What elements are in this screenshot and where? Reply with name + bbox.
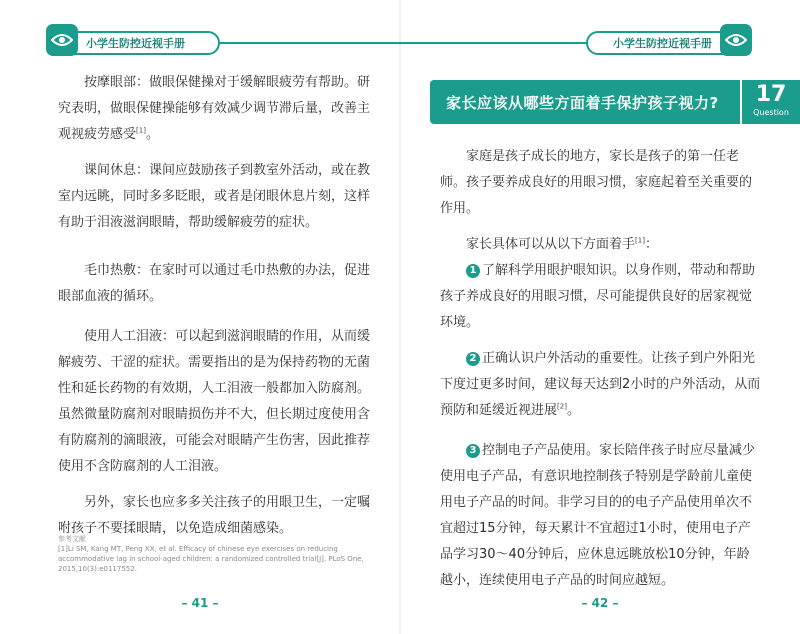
question-number: 17 (755, 82, 787, 107)
item-number-badge: 2 (466, 352, 480, 366)
paragraph-break: 课间休息：课间应鼓励孩子到教室外活动，或在教室内远眺，同时多多眨眼，或者是闭眼休息片刻，这样有助于泪液滋润眼睛，帮助缓解疲劳的症状。 (58, 163, 371, 230)
references (58, 534, 378, 574)
right-page (400, 0, 800, 634)
right-page-header (400, 24, 800, 54)
header-title: 小学生防控近视手册 (613, 37, 712, 50)
header-title: 小学生防控近视手册 (86, 37, 185, 50)
eye-icon (46, 24, 78, 56)
page-number: – 42 – (581, 596, 619, 610)
eye-icon (720, 24, 752, 56)
paragraph-lead: 家长具体可以从以下方面着手[1]： (466, 236, 658, 252)
references-heading: 参考文献 (58, 535, 86, 543)
citation-mark: [1] (136, 126, 146, 135)
question-number-box (742, 80, 800, 124)
item-number-badge: 1 (466, 264, 480, 278)
page-number: – 41 – (181, 596, 219, 610)
paragraph-intro: 家庭是孩子成长的地方，家长是孩子的第一任老师。孩子要养成良好的用眼习惯，家庭起着至关重要的作用。 (440, 149, 753, 216)
list-item: 1 了解科学用眼护眼知识。以身作则，带动和帮助孩子养成良好的用眼习惯，尽可能提供良好的居家视觉环境。 (440, 263, 756, 330)
header-tab (62, 31, 220, 55)
paragraph-hygiene: 另外，家长也应多多关注孩子的用眼卫生，一定嘱咐孩子不要揉眼睛，以免造成细菌感染。 (58, 495, 371, 536)
question-label: Question (753, 108, 789, 117)
paragraph-artificial-tears: 使用人工泪液：可以起到滋润眼睛的作用，从而缓解疲劳、干涩的症状。需要指出的是为保持药物的无菌性和延长药物的有效期，人工泪液一般都加入防腐剂。虽然微量防腐剂对眼睛损伤并不大，但长期过度使用含有防腐剂的滴眼液，可能会对眼睛产生伤害，因此推荐使用不含防腐剂的人工泪液。 (58, 329, 371, 474)
item-number-badge: 3 (466, 444, 480, 458)
citation-mark: [1] (635, 236, 645, 245)
header-rule (400, 42, 590, 44)
question-banner (430, 80, 740, 124)
list-item: 3 控制电子产品使用。家长陪伴孩子时应尽量减少使用电子产品，有意识地控制孩子特别是学龄前儿童使用电子产品的时间。非学习目的的电子产品使用单次不宜超过15分钟，每天累计不宜超过1小时，使用电子产品学习30～40分钟后，应休息远眺放松10分钟，年龄越小，连续使用电子产品的时间应越短。 (440, 443, 756, 588)
header-rule (215, 42, 400, 44)
paragraph-massage: 按摩眼部：做眼保健操对于缓解眼疲劳有帮助。研究表明，做眼保健操能够有效减少调节滞后量，改善主观视疲劳感受[1]。 (58, 75, 371, 142)
question-title: 家长应该从哪些方面着手保护孩子视力? (446, 93, 719, 112)
reference-entry: [1]Li SM, Kang MT, Peng XX, et al. Efficacy of chinese eye exercises on reducing accommodative lag in school-aged children: a randomized controlled trial[J]. PLoS One, 2015,10(3):e0117552. (58, 545, 364, 573)
left-page-header (0, 24, 400, 54)
paragraph-hot-towel: 毛巾热敷：在家时可以通过毛巾热敷的办法，促进眼部血液的循环。 (58, 263, 371, 304)
citation-mark: [2] (557, 402, 567, 411)
list-item: 2 正确认识户外活动的重要性。让孩子到户外阳光下度过更多时间，建议每天达到2小时的户外活动，从而预防和延缓近视进展[2]。 (440, 351, 761, 418)
header-tab (586, 31, 736, 55)
